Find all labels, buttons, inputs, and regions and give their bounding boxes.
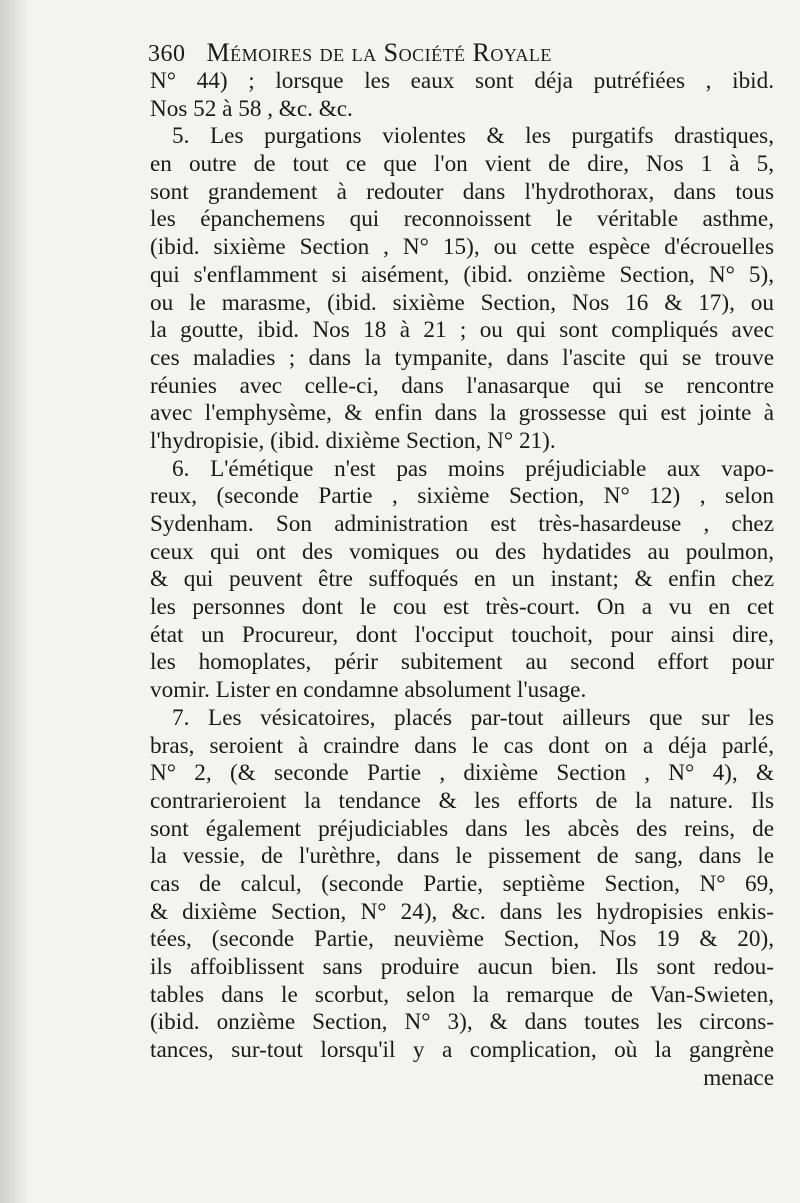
text-line: la goutte, ibid. Nos 18 à 21 ; ou qui sont compliqués avec bbox=[150, 317, 774, 344]
text-line: vomir. Lister en condamne absolument l'usage. bbox=[150, 677, 587, 704]
text-line: contrarieroient la tendance & les efforts de la nature. Ils bbox=[150, 787, 774, 814]
body-text bbox=[150, 68, 774, 1092]
text-line: sont également préjudiciables dans les abcès des reins, de bbox=[150, 815, 774, 842]
text-line: (ibid. onzième Section, N° 3), & dans toutes les circons- bbox=[150, 1009, 774, 1036]
text-line: tables dans le scorbut, selon la remarque de Van-Swieten, bbox=[150, 981, 774, 1008]
text-line: ils affoiblissent sans produire aucun bien. Ils sont redou- bbox=[150, 954, 774, 980]
text-line: les personnes dont le cou est très-court. On a vu en cet bbox=[150, 594, 774, 621]
text-line: les homoplates, périr subitement au second effort pour bbox=[150, 649, 774, 676]
text-line: état un Procureur, dont l'occiput touchoit, pour ainsi dire, bbox=[150, 621, 774, 648]
running-title: Mémoires de la Société Royale bbox=[206, 38, 552, 67]
text-line: Sydenham. Son administration est très-hasardeuse , chez bbox=[150, 511, 774, 537]
text-line: Nos 52 à 58 , &c. &c. bbox=[150, 95, 353, 122]
text-line: avec l'emphysème, & enfin dans la grossesse qui est jointe à bbox=[150, 400, 774, 427]
text-line: l'hydropisie, (ibid. dixième Section, N° 21). bbox=[150, 427, 556, 454]
text-line: la vessie, de l'urèthre, dans le pissement de sang, dans le bbox=[150, 843, 774, 870]
text-line: (ibid. sixième Section , N° 15), ou cette espèce d'écrouelles bbox=[150, 234, 774, 261]
text-line: sont grandement à redouter dans l'hydrothorax, dans tous bbox=[150, 178, 774, 205]
text-line: bras, seroient à craindre dans le cas dont on a déja parlé, bbox=[150, 732, 774, 759]
text-line: N° 2, (& seconde Partie , dixième Section , N° 4), & bbox=[150, 760, 774, 787]
catchword: menace bbox=[703, 1064, 774, 1091]
page-gutter-shadow bbox=[0, 0, 30, 1203]
text-line: qui s'enflamment si aisément, (ibid. onzième Section, N° 5), bbox=[150, 261, 774, 288]
text-line: & qui peuvent être suffoqués en un instant; & enfin chez bbox=[150, 566, 774, 593]
text-line: en outre de tout ce que l'on vient de dire, Nos 1 à 5, bbox=[150, 151, 774, 178]
text-line: ou le marasme, (ibid. sixième Section, Nos 16 & 17), ou bbox=[150, 289, 774, 316]
text-line: 7. Les vésicatoires, placés par-tout ailleurs que sur les bbox=[172, 704, 774, 731]
text-line: 5. Les purgations violentes & les purgatifs drastiques, bbox=[172, 123, 774, 150]
text-line: reux, (seconde Partie , sixième Section, N° 12) , selon bbox=[150, 483, 774, 510]
text-line: N° 44) ; lorsque les eaux sont déja putréfiées , ibid. bbox=[150, 68, 774, 94]
text-line: & dixième Section, N° 24), &c. dans les hydropisies enkis- bbox=[150, 898, 774, 925]
text-line: tances, sur-tout lorsqu'il y a complication, où la gangrène bbox=[150, 1037, 774, 1064]
page-number: 360 bbox=[148, 41, 186, 67]
text-line: réunies avec celle-ci, dans l'anasarque qui se rencontre bbox=[150, 372, 774, 399]
text-line: 6. L'émétique n'est pas moins préjudiciable aux vapo- bbox=[172, 455, 774, 482]
text-line: les épanchemens qui reconnoissent le véritable asthme, bbox=[150, 206, 774, 233]
running-head bbox=[148, 38, 708, 68]
text-line: ces maladies ; dans la tympanite, dans l'ascite qui se trouve bbox=[150, 344, 774, 371]
text-line: tées, (seconde Partie, neuvième Section, Nos 19 & 20), bbox=[150, 926, 774, 953]
text-line: ceux qui ont des vomiques ou des hydatides au poulmon, bbox=[150, 538, 774, 565]
text-line: cas de calcul, (seconde Partie, septième Section, N° 69, bbox=[150, 870, 774, 897]
